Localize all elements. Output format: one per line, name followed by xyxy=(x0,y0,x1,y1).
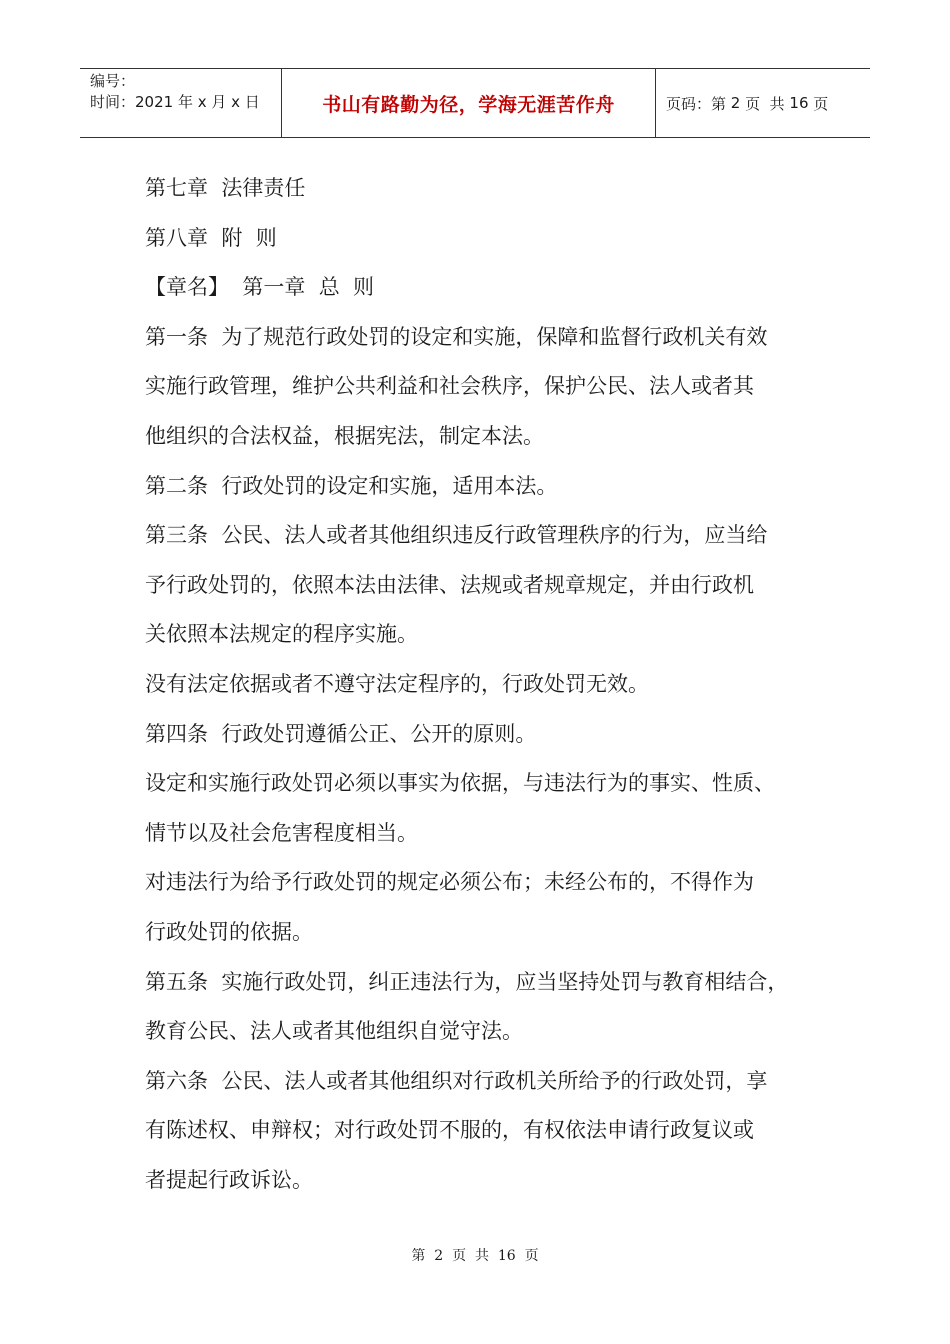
text-line: 他组织的合法权益，根据宪法，制定本法。 xyxy=(145,423,544,448)
page-total: 16 xyxy=(789,94,809,112)
header-motto-cell xyxy=(282,69,656,137)
page-footer: 第 2 页 共 16 页 xyxy=(411,1248,539,1264)
text-line: 教育公民、法人或者其他组织自觉守法。 xyxy=(145,1019,523,1044)
text-line: 第四条 行政处罚遵循公正、公开的原则。 xyxy=(145,721,537,746)
text-line: 第二条 行政处罚的设定和实施，适用本法。 xyxy=(145,473,558,498)
text-line: 者提起行政诉讼。 xyxy=(145,1167,313,1192)
page-prefix: 页码：第 xyxy=(666,94,731,113)
text-line: 予行政处罚的，依照本法由法律、法规或者规章规定，并由行政机 xyxy=(145,572,754,597)
text-line: 有陈述权、申辩权；对行政处罚不服的，有权依法申请行政复议或 xyxy=(145,1118,754,1143)
page-mid: 页 共 xyxy=(740,94,790,113)
text-line: 【章名】 第一章 总 则 xyxy=(145,275,375,300)
text-line: 第七章 法律责任 xyxy=(145,176,306,200)
text-line: 行政处罚的依据。 xyxy=(145,919,313,944)
page-number: 2 xyxy=(730,94,741,112)
text-line: 第六条 公民、法人或者其他组织对行政机关所给予的行政处罚，享 xyxy=(145,1068,768,1093)
page-suffix: 页 xyxy=(808,94,829,113)
header-page-info xyxy=(656,69,870,137)
motto-text: 书山有路勤为径，学海无涯苦作舟 xyxy=(322,93,615,116)
text-line: 第一条 为了规范行政处罚的设定和实施，保障和监督行政机关有效 xyxy=(145,324,768,349)
text-line: 第八章 附 则 xyxy=(145,225,277,250)
document-body xyxy=(145,164,835,1205)
text-line: 第三条 公民、法人或者其他组织违反行政管理秩序的行为，应当给 xyxy=(145,523,768,548)
text-line: 情节以及社会危害程度相当。 xyxy=(145,820,418,845)
page-header xyxy=(80,68,870,138)
text-line: 关依照本法规定的程序实施。 xyxy=(145,622,418,647)
text-line: 没有法定依据或者不遵守法定程序的，行政处罚无效。 xyxy=(145,671,649,696)
header-meta xyxy=(80,69,282,137)
text-line: 实施行政管理，维护公共利益和社会秩序，保护公民、法人或者其 xyxy=(145,374,754,399)
document-number-label: 编号： xyxy=(90,72,136,90)
text-line: 对违法行为给予行政处罚的规定必须公布；未经公布的，不得作为 xyxy=(145,870,754,895)
text-line: 设定和实施行政处罚必须以事实为依据，与违法行为的事实、性质、 xyxy=(145,771,775,796)
document-date: 时间：2021 年 x 月 x 日 xyxy=(90,93,260,111)
text-line: 第五条 实施行政处罚，纠正违法行为，应当坚持处罚与教育相结合， xyxy=(145,969,789,994)
